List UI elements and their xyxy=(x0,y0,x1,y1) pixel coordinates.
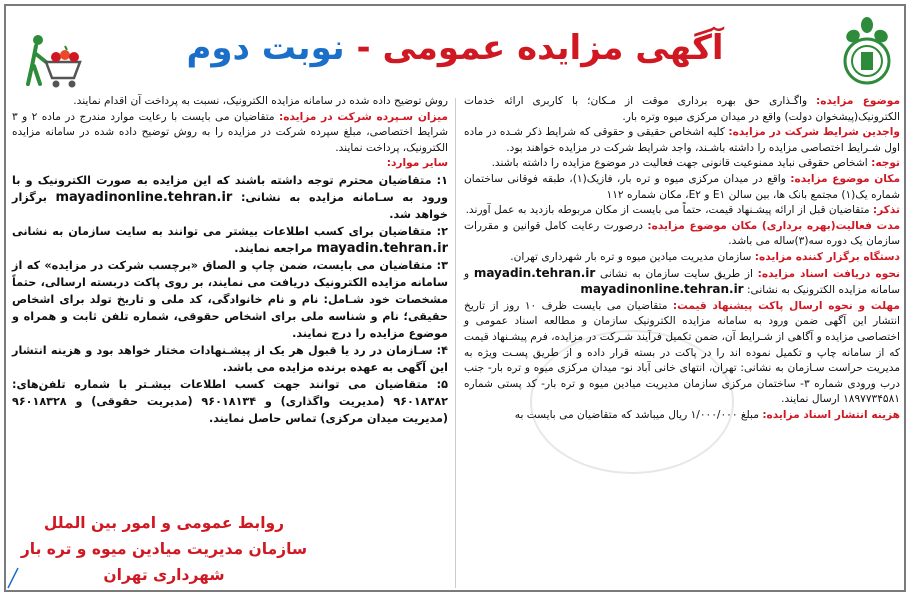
section-label: هزینه انتشار اسناد مزایده: xyxy=(762,408,900,421)
other-item xyxy=(12,223,448,257)
fruit-cart-icon xyxy=(24,32,84,92)
site-url[interactable]: mayadin.tehran.ir xyxy=(473,265,596,280)
item-text: ۴: سـازمان در رد یا قبول هر یک از پیشـنهادات مختار خواهد بود و هزینه انتشار این آگهی به عهده برنده مزایده می باشد. xyxy=(12,343,448,374)
title-separator: - xyxy=(344,28,383,68)
item-text-cont: مراجعه نمایند. xyxy=(234,241,317,255)
section-text: متقاضیان قبل از ارائه پیشـنهاد قیمت، حتماً می بایست از مکان مربوطه بازدید به عمل آورند. xyxy=(465,204,873,217)
right-paragraph xyxy=(464,125,900,156)
item-text-cont: برگزار خواهد شد. xyxy=(12,190,448,221)
section-label: مکان موضوع مزایده: xyxy=(790,172,901,185)
page-title xyxy=(10,26,900,70)
section-label: مهلت و نحوه ارسال پاکت پیشنهاد قیمت: xyxy=(672,299,900,312)
section-text: واقع در میدان مرکزی میوه و تره بار، فازیک(۱)، طبقه فوقانی ساختمان شماره یک(۱) مجتمع بانک ها، بین سالن E۱ و E۲، مکان شماره ۱۱۲ xyxy=(464,172,900,201)
section-label: واجدین شرایط شرکت در مزایده: xyxy=(728,126,900,139)
right-paragraph xyxy=(464,219,900,250)
item-text: ۵: متقاضیان می توانند جهت کسب اطلاعات بیشـتر با شماره تلفن‌های: ۹۶۰۱۸۳۸۲ (مدیریت واگذاری) و ۹۶۰۱۸۱۳۴ (مدیریت حقوقی) و ۹۶۰۱۸۳۲۸ (مدیریت میدان مرکزی) تماس حاصل نمایند. xyxy=(12,377,448,425)
other-items-heading xyxy=(12,156,448,172)
right-column xyxy=(464,94,900,590)
left-intro: روش توضیح داده شده در سامانه مزایده الکترونیک، نسبت به پرداخت آن اقدام نمایند. xyxy=(73,95,448,107)
section-text: اشخاص حقوقی نباید ممنوعیت قانونی جهت فعالیت در موضوع مزایده را داشته باشند. xyxy=(491,157,872,170)
deposit-label: میزان سـپرده شرکت در مزایده: xyxy=(279,110,448,123)
site-url[interactable]: mayadinonline.tehran.ir xyxy=(55,189,233,205)
deposit-paragraph xyxy=(12,110,448,157)
section-label: توجه: xyxy=(871,157,900,170)
title-main: آگهی مزایده عمومی xyxy=(382,28,724,68)
other-item xyxy=(12,172,448,223)
header xyxy=(10,10,900,92)
other-item xyxy=(12,257,448,342)
footer-line1: روابط عمومی و امور بین الملل xyxy=(43,514,285,532)
section-text: درصورت رعایت کامل قوانین و مقررات سازمان یک دوره سه(۳)ساله می باشد. xyxy=(464,219,900,248)
other-item xyxy=(12,376,448,427)
section-text: واگـذاری حق بهره برداری موقت از مـکان؛ با کاربری ارائه خدمات الکترونیک(پیشخوان دولت) واقع در میدان مرکزی میوه وتره بار. xyxy=(464,95,900,123)
right-paragraph xyxy=(464,250,900,266)
section-text: کلیه اشخاص حقیقی و حقوقی که شرایط ذکر شـده در ماده اول شـرایط اختصاصی مزایده را داشته باشـند، واجد شرایط شرکت در مزایده خواهند بود. xyxy=(464,126,900,154)
section-label: نحوه دریافت اسناد مزایده: xyxy=(757,267,901,280)
footer-signature xyxy=(14,510,314,588)
site-url[interactable]: mayadin.tehran.ir xyxy=(316,240,448,256)
section-text: سازمان مدیریت میادین میوه و تره بار شهرداری تهران. xyxy=(510,250,755,263)
other-items-list xyxy=(12,172,448,427)
section-text: از طریق سایت سازمان به نشانی xyxy=(595,267,758,280)
right-paragraph xyxy=(464,299,900,408)
right-paragraph xyxy=(464,266,900,299)
deposit-text: متقاضیان می بایست با رعایت موارد مندرج در ماده ۲ و ۳ شرایط اختصاصی، مبلغ سپرده شرکت در مزایده را به روش توضیح داده شده در سامانه مزایده الکترونیک، پرداخت نمایند. xyxy=(12,110,448,154)
section-label: موضوع مزایده: xyxy=(816,95,901,107)
title-round: نوبت دوم xyxy=(186,28,345,68)
section-text: مبلغ ۱/۰۰۰/۰۰۰ ریال میباشد که متقاضیان می بایست به xyxy=(514,408,763,421)
item-text: ۳: متقاضیان می بایست، ضمن چاپ و الصاق «برچسب شرکت در مزایده» که از سامانه مزایده الکترونیک دریافت می نمایند، بر روی پاکت دربسته ارسالی، حتماً مشخصات خود شـامل: نام و نام خانوادگی، کد ملی و تاریخ تولد برای اشخاص حقیقی؛ نام و شناسه ملی برای اشخاص حقوقی، شماره تلفن ثابت و همراه و موضوع مزایده را درج نمایند. xyxy=(12,258,448,340)
column-divider xyxy=(455,98,456,588)
other-label: سایر موارد: xyxy=(386,157,448,170)
pen-mark-icon xyxy=(6,566,22,590)
right-paragraph xyxy=(464,408,900,424)
right-paragraph xyxy=(464,172,900,203)
section-text: متقاضیان می بایست ظرف ۱۰ روز از تاریخ انتشار این آگهی ضمن ورود به سامانه مزایده الکترونیک سازمان و مطالعه اسناد عمومی و اختصاصی مزایده و آگاهی از شـرایط آن، ضمن تکمیل فرآیند شـرکت در مزایده، فرم پیشـنهاد قیمت که از سامانه چاپ و تکمیل نموده اند را در پاکت در بسته قرار داده و از طریق پسـت ویژه به مدیریت حراست سـازمان به نشانی: تهران، انتهای خانی آباد نو- میدان مرکزی میوه و تره بار- جنب درب ورودی شماره ۳- ساختمان مرکزی سازمان مدیریت میادین میوه و تره بار- کد پستی شماره ۱۸۹۷۷۳۴۵۸۱ ارسال نمایند. xyxy=(464,299,900,406)
site-url[interactable]: mayadinonline.tehran.ir xyxy=(580,282,744,297)
right-paragraph xyxy=(464,94,900,125)
section-text-cont: و سامانه مزایده الکترونیک به نشانی: xyxy=(464,267,900,297)
footer-line2: سازمان مدیریت میادین میوه و تره بار شهرداری تهران xyxy=(20,540,308,584)
item-text: ۲: متقاضیان برای کسب اطلاعات بیشتر می توانند به سایت سازمان به نشانی xyxy=(12,224,448,238)
right-paragraph xyxy=(464,203,900,219)
section-label: تذکر: xyxy=(872,204,900,217)
right-paragraph xyxy=(464,156,900,172)
section-label: مدت فعالیت(بهره برداری) مکان موضوع مزایده: xyxy=(647,219,901,232)
item-text: ۱: متقاضیان محترم توجه داشته باشند که این مزایده به صورت الکترونیک و با ورود به سـامانه مزایده به نشانی: xyxy=(12,173,448,204)
other-item xyxy=(12,342,448,376)
section-label: دستگاه برگزار کننده مزایده: xyxy=(754,250,900,263)
